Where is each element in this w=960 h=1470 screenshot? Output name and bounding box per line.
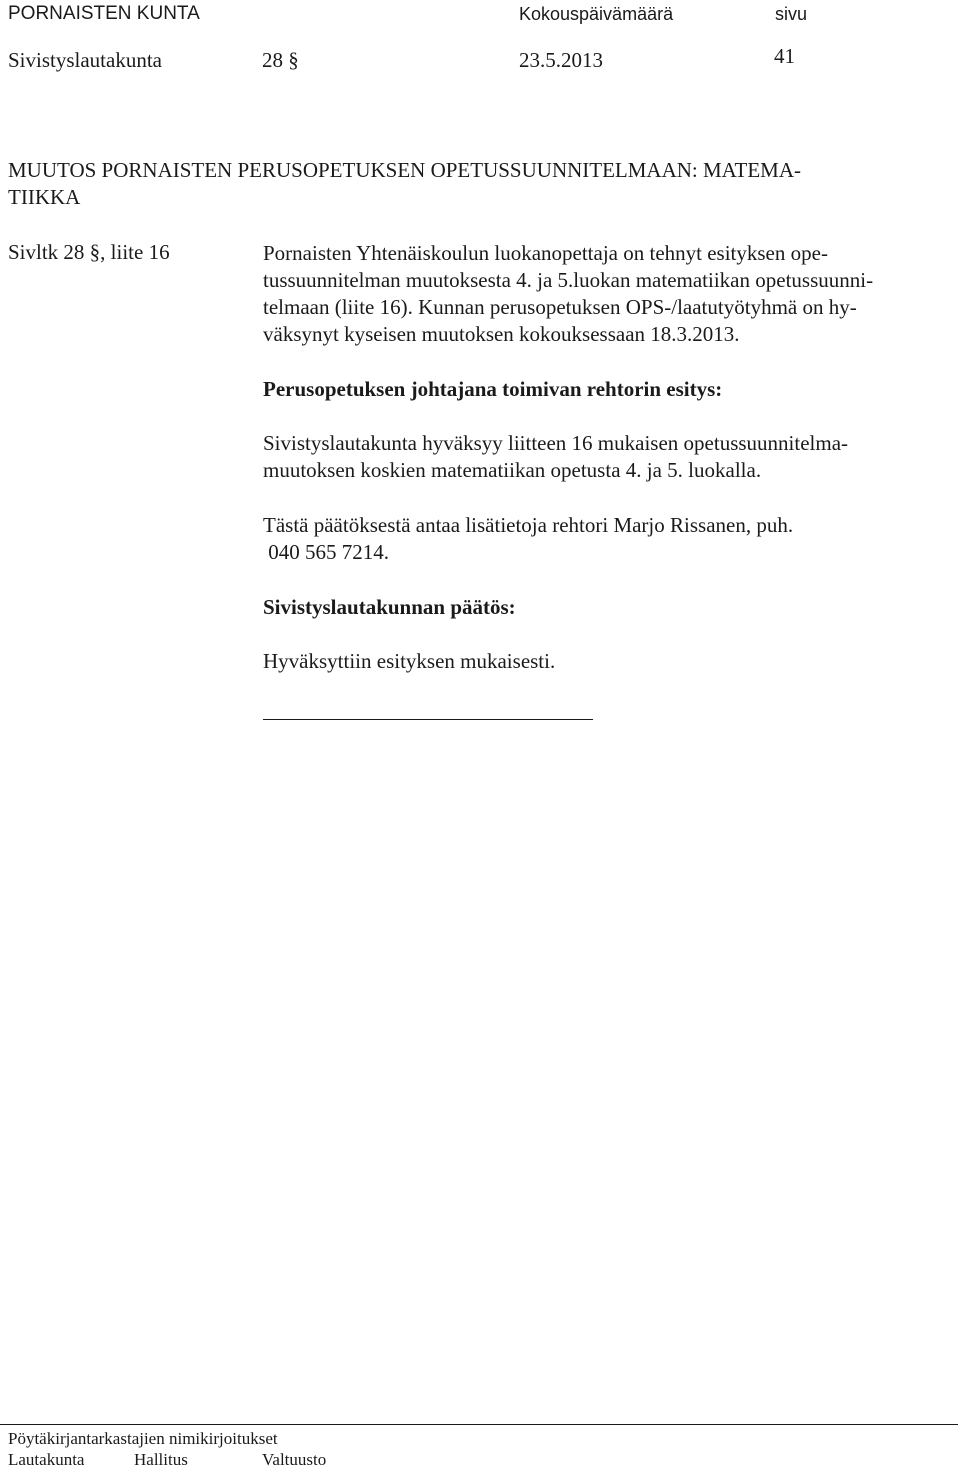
end-separator-line <box>263 719 593 720</box>
paragraph-line: väksynyt kyseisen muutoksen kokouksessaan 18.3.2013. <box>263 322 740 346</box>
page-number: 41 <box>774 44 795 68</box>
title-line: TIIKKA <box>8 185 81 209</box>
paragraph-line: telmaan (liite 16). Kunnan perusopetuksen OPS-/laatutyötyhmä on hy- <box>263 295 857 319</box>
footer-government-label: Hallitus <box>134 1450 188 1469</box>
decision-heading: Sivistyslautakunnan päätös: <box>263 595 516 619</box>
paragraph-line: Tästä päätöksestä antaa lisätietoja rehtori Marjo Rissanen, puh. <box>263 513 794 537</box>
page-label: sivu <box>775 4 808 24</box>
meeting-date: 23.5.2013 <box>519 48 603 72</box>
paragraph-line: Pornaisten Yhtenäiskoulun luokanopettaja on tehnyt esityksen ope- <box>263 241 828 265</box>
organization-name: PORNAISTEN KUNTA <box>8 3 200 24</box>
background-paragraph <box>263 240 943 348</box>
paragraph-line: tussuunnitelman muutoksesta 4. ja 5.luokan matematiikan opetussuunni- <box>263 268 874 292</box>
section-number: 28 § <box>262 48 299 72</box>
paragraph-line: muutoksen koskien matematiikan opetusta 4. ja 5. luokalla. <box>263 458 762 482</box>
proposal-heading: Perusopetuksen johtajana toimivan rehtorin esitys: <box>263 377 723 401</box>
section-reference: Sivltk 28 §, liite 16 <box>8 240 170 264</box>
footer-board-label: Lautakunta <box>8 1450 85 1469</box>
footer-rule <box>0 1424 958 1425</box>
contact-paragraph <box>263 512 943 566</box>
paragraph-line: Sivistyslautakunta hyväksyy liitteen 16 mukaisen opetussuunnitelma- <box>263 431 849 455</box>
decision-paragraph: Hyväksyttiin esityksen mukaisesti. <box>263 649 556 673</box>
paragraph-line: 040 565 7214. <box>263 540 389 564</box>
board-name: Sivistyslautakunta <box>8 48 162 72</box>
document-title <box>8 157 928 211</box>
footer-council-label: Valtuusto <box>262 1450 327 1469</box>
meeting-date-label: Kokouspäivämäärä <box>519 4 674 24</box>
title-line: MUUTOS PORNAISTEN PERUSOPETUKSEN OPETUSSUUNNITELMAAN: MATEMA- <box>8 158 801 182</box>
proposal-paragraph <box>263 430 943 484</box>
footer-signatures-title: Pöytäkirjantarkastajien nimikirjoitukset <box>8 1429 278 1448</box>
